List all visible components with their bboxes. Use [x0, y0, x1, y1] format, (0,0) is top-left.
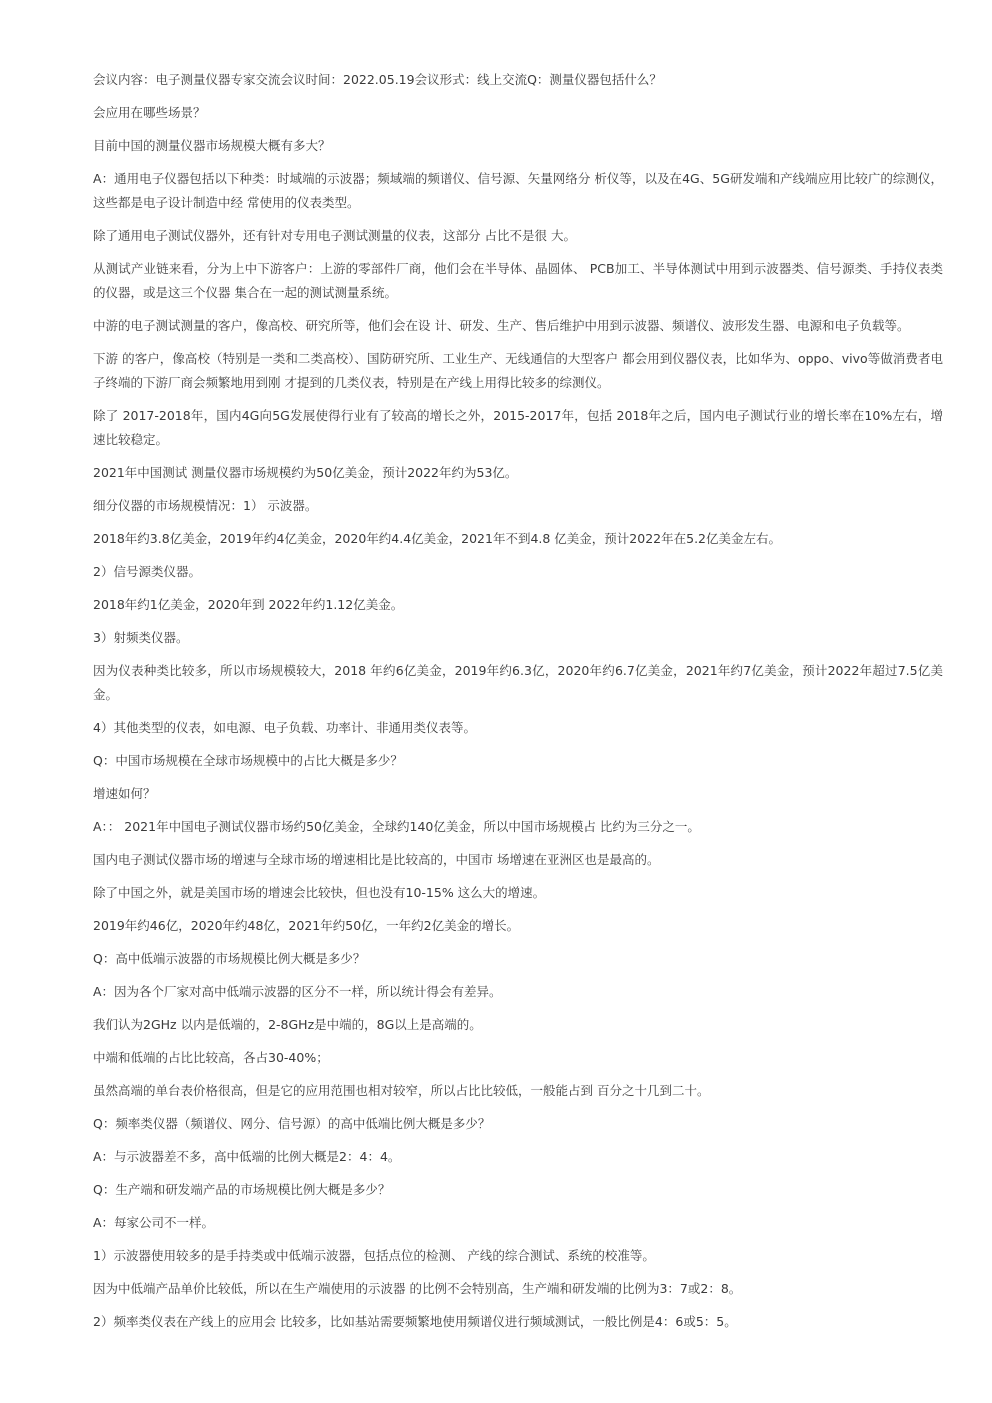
paragraph-6: 从测试产业链来看，分为上中下游客户：上游的零部件厂商，他们会在半导体、晶圆体、 PCB加工、半导体测试中用到示波器类、信号源类、手持仪表类的仪器，或是这三个仪器 集合在一起的测试测量系统。: [93, 261, 943, 300]
paragraph-24: Q：高中低端示波器的市场规模比例大概是多少？: [93, 951, 366, 966]
paragraph-12: 2018年约3.8亿美金，2019年约4亿美金，2020年约4.4亿美金，2021年不到4.8 亿美金，预计2022年在5.2亿美金左右。: [93, 531, 782, 546]
paragraph-16: 因为仪表种类比较多，所以市场规模较大，2018 年约6亿美金，2019年约6.3亿，2020年约6.7亿美金，2021年约7亿美金，预计2022年超过7.5亿美金。: [93, 663, 943, 702]
paragraph-26: 我们认为2GHz 以内是低端的，2-8GHz是中端的，8G以上是高端的。: [93, 1017, 482, 1032]
paragraph-8: 下游 的客户，像高校（特别是一类和二类高校）、国防研究所、工业生产、无线通信的大型客户 都会用到仪器仪表，比如华为、oppo、vivo等做消费者电子终端的下游厂商会频繁地用到刚 才提到的几类仪表，特别是在产线上用得比较多的综测仪。: [93, 351, 943, 390]
paragraph-34: 因为中低端产品单价比较低，所以在生产端使用的示波器 的比例不会特别高，生产端和研发端的比例为3：7或2：8。: [93, 1281, 742, 1296]
paragraph-29: Q：频率类仪器（频谱仪、网分、信号源）的高中低端比例大概是多少？: [93, 1116, 491, 1131]
paragraph-9: 除了 2017-2018年，国内4G向5G发展使得行业有了较高的增长之外，2015-2017年，包括 2018年之后，国内电子测试行业的增长率在10%左右，增速比较稳定。: [93, 408, 943, 447]
paragraph-5: 除了通用电子测试仪器外，还有针对专用电子测试测量的仪表，这部分 占比不是很 大。: [93, 228, 576, 243]
paragraph-33: 1）示波器使用较多的是手持类或中低端示波器，包括点位的检测、 产线的综合测试、系统的校准等。: [93, 1248, 655, 1263]
paragraph-17: 4）其他类型的仪表，如电源、电子负载、功率计、非通用类仪表等。: [93, 720, 476, 735]
paragraph-3: 目前中国的测量仪器市场规模大概有多大？: [93, 138, 331, 153]
paragraph-2: 会应用在哪些场景？: [93, 105, 206, 120]
paragraph-7: 中游的电子测试测量的客户，像高校、研究所等，他们会在设 计、研发、生产、售后维护中用到示波器、频谱仪、波形发生器、电源和电子负载等。: [93, 318, 910, 333]
paragraph-28: 虽然高端的单台表价格很高，但是它的应用范围也相对较窄，所以占比比较低，一般能占到 百分之十几到二十。: [93, 1083, 710, 1098]
paragraph-19: 增速如何？: [93, 786, 156, 801]
paragraph-27: 中端和低端的占比比较高，各占30-40%；: [93, 1050, 329, 1065]
paragraph-35: 2）频率类仪表在产线上的应用会 比较多，比如基站需要频繁地使用频谱仪进行频域测试，一般比例是4：6或5：5。: [93, 1314, 737, 1329]
document-body: [93, 68, 943, 1343]
paragraph-13: 2）信号源类仪器。: [93, 564, 201, 579]
paragraph-11: 细分仪器的市场规模情况：1） 示波器。: [93, 498, 318, 513]
paragraph-15: 3）射频类仪器。: [93, 630, 189, 645]
paragraph-20: A：： 2021年中国电子测试仪器市场约50亿美金，全球约140亿美金，所以中国市场规模占 比约为三分之一。: [93, 819, 700, 834]
paragraph-14: 2018年约1亿美金，2020年到 2022年约1.12亿美金。: [93, 597, 404, 612]
paragraph-1: 会议内容：电子测量仪器专家交流会议时间：2022.05.19会议形式：线上交流Q：测量仪器包括什么？: [93, 72, 662, 87]
paragraph-23: 2019年约46亿，2020年约48亿，2021年约50亿，一年约2亿美金的增长。: [93, 918, 520, 933]
paragraph-4: A：通用电子仪器包括以下种类：时域端的示波器；频域端的频谱仪、信号源、矢量网络分 析仪等，以及在4G、5G研发端和产线端应用比较广的综测仪，这些都是电子设计制造中经 常使用的仪表类型。: [93, 171, 943, 210]
paragraph-25: A：因为各个厂家对高中低端示波器的区分不一样，所以统计得会有差异。: [93, 984, 502, 999]
paragraph-22: 除了中国之外，就是美国市场的增速会比较快，但也没有10-15% 这么大的增速。: [93, 885, 546, 900]
paragraph-10: 2021年中国测试 测量仪器市场规模约为50亿美金，预计2022年约为53亿。: [93, 465, 518, 480]
paragraph-31: Q：生产端和研发端产品的市场规模比例大概是多少？: [93, 1182, 391, 1197]
paragraph-30: A：与示波器差不多，高中低端的比例大概是2：4：4。: [93, 1149, 401, 1164]
paragraph-21: 国内电子测试仪器市场的增速与全球市场的增速相比是比较高的，中国市 场增速在亚洲区也是最高的。: [93, 852, 660, 867]
paragraph-18: Q：中国市场规模在全球市场规模中的占比大概是多少？: [93, 753, 403, 768]
paragraph-32: A：每家公司不一样。: [93, 1215, 215, 1230]
